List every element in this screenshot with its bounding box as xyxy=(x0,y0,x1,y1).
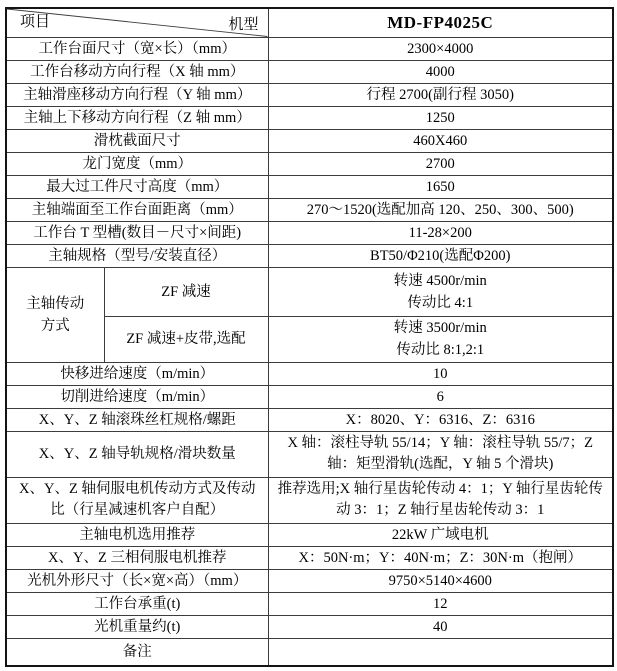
spec-label: 最大过工件尺寸高度（mm） xyxy=(6,175,268,198)
spec-label: 光机外形尺寸（长×宽×高）（mm） xyxy=(6,569,268,592)
spec-label: 工作台承重(t) xyxy=(6,592,268,615)
spec-row-gantry-width xyxy=(6,152,613,175)
spec-label: 工作台面尺寸（宽×长）（mm） xyxy=(6,37,268,60)
spec-row-max-workpiece-height xyxy=(6,175,613,198)
spec-row-notes xyxy=(6,638,613,666)
header-model-label: 机型 xyxy=(228,16,259,33)
header-item-label: 项目 xyxy=(20,14,51,30)
spec-value: 1650 xyxy=(268,175,613,198)
spec-row-spindle-motor xyxy=(6,523,613,546)
spec-value: 460X460 xyxy=(268,129,613,152)
item-model-header-cell xyxy=(6,8,268,37)
spec-label: 备注 xyxy=(6,638,268,666)
spec-value: X 轴：滚柱导轨 55/14；Y 轴：滚柱导轨 55/7；Z 轴：矩型滑轨(选配，Y 轴 5 个滑块) xyxy=(268,431,613,477)
spec-label: 龙门宽度（mm） xyxy=(6,152,268,175)
spec-label: 主轴上下移动方向行程（Z 轴 mm） xyxy=(6,106,268,129)
spec-label: 工作台 T 型槽(数目－尺寸×间距) xyxy=(6,221,268,244)
spec-label: 工作台移动方向行程（X 轴 mm） xyxy=(6,60,268,83)
spec-value: 推荐选用;X 轴行星齿轮传动 4：1；Y 轴行星齿轮传动 3：1；Z 轴行星齿轮传动 3：1 xyxy=(268,477,613,523)
spec-value: 12 xyxy=(268,592,613,615)
machine-spec-table xyxy=(5,7,614,667)
model-value-cell: MD-FP4025C xyxy=(268,8,613,37)
drive-mode-value: 转速 4500r/min 传动比 4:1 xyxy=(268,267,613,316)
spec-value: 22kW 广域电机 xyxy=(268,523,613,546)
spec-row-machine-weight xyxy=(6,615,613,638)
spec-row-guideway xyxy=(6,431,613,477)
spec-label: X、Y、Z 三相伺服电机推荐 xyxy=(6,546,268,569)
spindle-drive-group-label: 主轴传动 方式 xyxy=(6,267,104,362)
spec-row-drive-zf xyxy=(6,267,613,316)
spec-row-y-travel xyxy=(6,83,613,106)
spec-value: X：8020、Y：6316、Z：6316 xyxy=(268,408,613,431)
spec-row-z-travel xyxy=(6,106,613,129)
spec-label: 主轴规格（型号/安装直径） xyxy=(6,244,268,267)
drive-mode-label: ZF 减速+皮带,选配 xyxy=(104,316,268,362)
spec-row-servo-drive xyxy=(6,477,613,523)
spec-value: 11-28×200 xyxy=(268,221,613,244)
spec-label: X、Y、Z 轴伺服电机传动方式及传动比（行星减速机客户自配） xyxy=(6,477,268,523)
spec-row-table-load xyxy=(6,592,613,615)
spec-row-table-size xyxy=(6,37,613,60)
spec-value: 10 xyxy=(268,362,613,385)
spec-row-t-slots xyxy=(6,221,613,244)
spec-label: 主轴端面至工作台面距离（mm） xyxy=(6,198,268,221)
spec-value: 4000 xyxy=(268,60,613,83)
spec-label: X、Y、Z 轴滚珠丝杠规格/螺距 xyxy=(6,408,268,431)
drive-mode-label: ZF 减速 xyxy=(104,267,268,316)
spec-value: 40 xyxy=(268,615,613,638)
drive-mode-value: 转速 3500r/min 传动比 8:1,2:1 xyxy=(268,316,613,362)
spec-row-servo-motor xyxy=(6,546,613,569)
spec-row-spindle-spec xyxy=(6,244,613,267)
spec-value: BT50/Φ210(选配Φ200) xyxy=(268,244,613,267)
spec-label: 主轴滑座移动方向行程（Y 轴 mm） xyxy=(6,83,268,106)
spec-row-ballscrew xyxy=(6,408,613,431)
spec-row-spindle-to-table xyxy=(6,198,613,221)
spec-value: 2700 xyxy=(268,152,613,175)
spec-row-cutting-feed xyxy=(6,385,613,408)
spec-value: X：50N·m；Y：40N·m；Z：30N·m（抱闸） xyxy=(268,546,613,569)
spec-value: 6 xyxy=(268,385,613,408)
spec-label: 切削进给速度（m/min） xyxy=(6,385,268,408)
spec-value: 270～1520(选配加高 120、250、300、500) xyxy=(268,198,613,221)
spec-row-x-travel xyxy=(6,60,613,83)
spec-label: X、Y、Z 轴导轨规格/滑块数量 xyxy=(6,431,268,477)
spec-value: 行程 2700(副行程 3050) xyxy=(268,83,613,106)
spec-label: 光机重量约(t) xyxy=(6,615,268,638)
spec-row-machine-dimensions xyxy=(6,569,613,592)
spec-row-rapid-feed xyxy=(6,362,613,385)
spec-value: 9750×5140×4600 xyxy=(268,569,613,592)
spec-value: 2300×4000 xyxy=(268,37,613,60)
spec-value xyxy=(268,638,613,666)
header-row xyxy=(6,8,613,37)
spec-value: 1250 xyxy=(268,106,613,129)
spec-label: 快移进给速度（m/min） xyxy=(6,362,268,385)
spec-label: 主轴电机选用推荐 xyxy=(6,523,268,546)
spec-row-ram-section xyxy=(6,129,613,152)
spec-label: 滑枕截面尺寸 xyxy=(6,129,268,152)
